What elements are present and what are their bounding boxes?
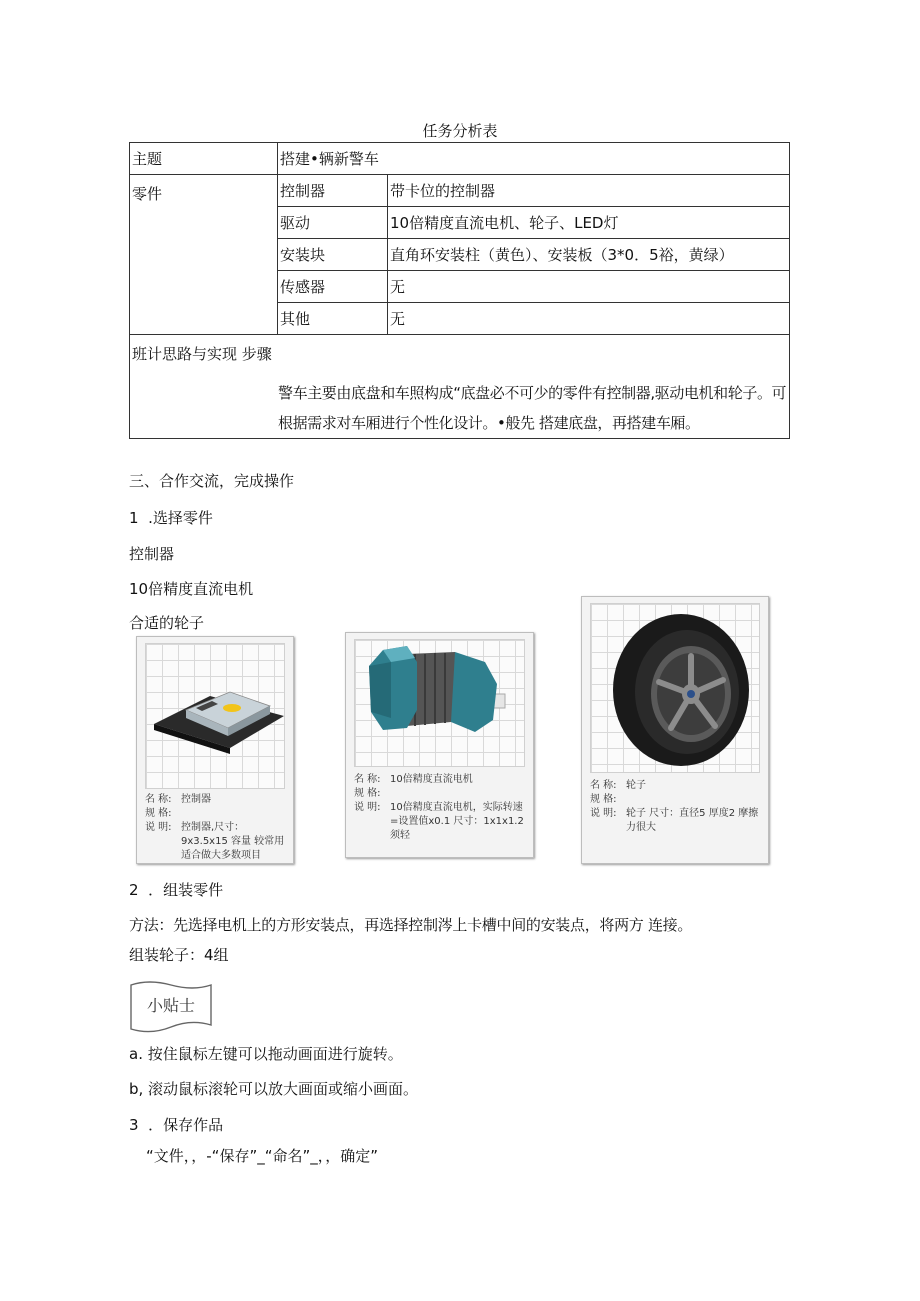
desc-value: 轮子 尺寸：直径5 厚度2 摩擦力很大 xyxy=(626,808,759,833)
tip-label: 小贴士 xyxy=(146,996,195,1015)
item-wheel: 合适的轮子 xyxy=(129,614,205,632)
part-value: 无 xyxy=(388,303,790,335)
section-heading: 三、合作交流，完成操作 xyxy=(129,472,295,490)
wheel-card xyxy=(581,596,769,864)
name-value: 轮子 xyxy=(626,780,646,791)
name-key: 名 称: xyxy=(354,774,381,785)
desc-value: 控制器,尺寸：9x3.5x15 容量 较常用 适合做大多数项目 xyxy=(181,822,285,861)
task-analysis-table xyxy=(129,142,790,439)
step1-number: 1 xyxy=(129,509,139,527)
tip-a: a. 按住鼠标左键可以拖动画面进行旋转。 xyxy=(129,1045,403,1063)
table-title: 任务分析表 xyxy=(422,122,498,140)
tip-box xyxy=(129,979,213,1035)
table-row xyxy=(130,143,790,175)
part-name: 安装块 xyxy=(278,239,388,271)
step2-title: ．组装零件 xyxy=(148,881,224,899)
part-name: 驱动 xyxy=(278,207,388,239)
design-cell xyxy=(130,335,790,439)
part-name: 其他 xyxy=(278,303,388,335)
part-name: 控制器 xyxy=(278,175,388,207)
name-value: 控制器 xyxy=(181,794,211,805)
step2-wheels: 组装轮子：4组 xyxy=(129,946,229,964)
design-text: 警车主要由底盘和车照构成“底盘必不可少的零件有控制器,驱动电机和轮子。可根据需求对车厢进行个性化设计。•般先 搭建底盘，再搭建车厢。 xyxy=(278,384,787,432)
table-row xyxy=(130,335,790,439)
motor-info xyxy=(354,773,527,843)
spec-value xyxy=(390,787,527,801)
step1-title: .选择零件 xyxy=(148,509,213,527)
wheel-preview xyxy=(590,603,760,773)
step3-heading xyxy=(129,1114,223,1135)
item-motor: 10倍精度直流电机 xyxy=(129,580,254,598)
part-name: 传感器 xyxy=(278,271,388,303)
controller-card xyxy=(136,636,294,864)
tip-b: b, 滚动鼠标滚轮可以放大画面或缩小画面。 xyxy=(129,1080,419,1098)
controller-info xyxy=(145,793,287,863)
step2-number: 2 xyxy=(129,881,139,899)
spec-key: 规 格: xyxy=(590,794,617,805)
theme-label: 主题 xyxy=(130,143,278,175)
spec-key: 规 格: xyxy=(145,808,172,819)
desc-key: 说 明: xyxy=(354,802,381,813)
part-value: 带卡位的控制器 xyxy=(388,175,790,207)
parts-label: 零件 xyxy=(130,175,278,335)
step1-heading xyxy=(129,507,213,528)
step2-method: 方法：先选择电机上的方形安装点，再选择控制涔上卡槽中间的安装点，将两方 连接。 xyxy=(129,916,693,934)
name-key: 名 称: xyxy=(145,794,172,805)
part-value: 10倍精度直流电机、轮子、LED灯 xyxy=(388,207,790,239)
table-row xyxy=(130,175,790,207)
desc-value: 10倍精度直流电机，实际转速=设置值x0.1 尺寸：1x1x1.2 须轻 xyxy=(390,802,524,841)
controller-preview xyxy=(145,643,285,789)
motor-card xyxy=(345,632,534,858)
desc-key: 说 明: xyxy=(590,808,617,819)
desc-key: 说 明: xyxy=(145,822,172,833)
part-value: 直角环安装柱（黄色）、安装板（3*0．5裕，黄绿） xyxy=(388,239,790,271)
name-value: 10倍精度直流电机 xyxy=(390,774,473,785)
wheel-info xyxy=(590,779,762,835)
theme-value: 搭建•辆新警车 xyxy=(278,143,790,175)
part-value: 无 xyxy=(388,271,790,303)
step3-number: 3 xyxy=(129,1116,139,1134)
spec-value xyxy=(626,793,762,807)
step3-title: ．保存作品 xyxy=(148,1116,224,1134)
step3-path: “文件，，-“保存”_“命名”_，，确定” xyxy=(146,1147,379,1165)
wheel-image xyxy=(591,604,761,774)
motor-preview xyxy=(354,639,525,767)
controller-image xyxy=(146,644,286,790)
spec-key: 规 格: xyxy=(354,788,381,799)
item-controller: 控制器 xyxy=(129,545,175,563)
spec-value xyxy=(181,807,287,821)
design-label: 班计思路与实现 步骤 xyxy=(132,345,272,363)
step2-heading xyxy=(129,879,223,900)
name-key: 名 称: xyxy=(590,780,617,791)
motor-image xyxy=(355,640,526,768)
